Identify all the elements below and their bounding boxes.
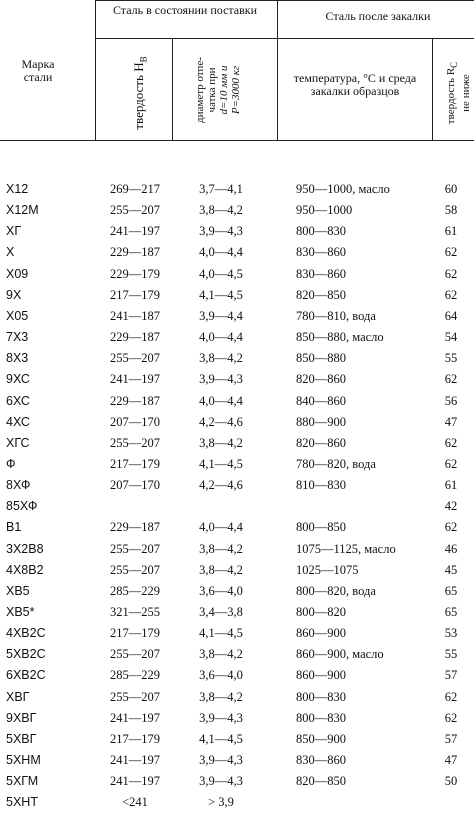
- quench-temp-value: 820—860: [296, 372, 346, 387]
- hardness-hb-value: 229—187: [110, 520, 160, 535]
- table-row: [0, 391, 474, 412]
- hardness-rc-value: 50: [444, 774, 458, 789]
- table-row: [0, 644, 474, 665]
- header-hardness-hb-sub: B: [138, 56, 149, 63]
- hardness-hb-value: 207—170: [110, 478, 160, 493]
- diameter-value: > 3,9: [208, 795, 234, 810]
- quench-temp-value: 820—850: [296, 774, 346, 789]
- table-row: [0, 771, 474, 792]
- diameter-value: 4,0—4,4: [199, 393, 243, 408]
- group-underline-quenched: [278, 38, 474, 39]
- header-grade-label: Марка стали: [21, 57, 55, 84]
- diameter-value: 3,8—4,2: [199, 647, 243, 662]
- hardness-hb-value: 241—197: [110, 224, 160, 239]
- sub-divider-delivered: [172, 39, 173, 140]
- header-delivered-group: Сталь в состоянии поставки: [112, 3, 258, 17]
- hardness-rc-value: 53: [444, 626, 458, 641]
- quench-temp-value: 820—850: [296, 287, 346, 302]
- hardness-rc-value: 62: [444, 520, 458, 535]
- diameter-value: 3,9—4,3: [199, 753, 243, 768]
- table-row: [0, 412, 474, 433]
- steel-grade: 5ХВ2С: [6, 647, 46, 662]
- table-row: [0, 200, 474, 221]
- hardness-hb-value: 229—187: [110, 330, 160, 345]
- header-bottom-rule: [0, 140, 474, 141]
- diameter-value: 4,0—4,4: [199, 245, 243, 260]
- column-divider-1: [95, 0, 96, 140]
- table-row: [0, 348, 474, 369]
- quench-temp-value: 860—900: [296, 626, 346, 641]
- quench-temp-value: 830—860: [296, 266, 346, 281]
- hardness-hb-value: 255—207: [110, 647, 160, 662]
- hardness-hb-value: 217—179: [110, 287, 160, 302]
- table-row: [0, 242, 474, 263]
- hardness-rc-value: 62: [444, 689, 458, 704]
- hardness-rc-value: 65: [444, 583, 458, 598]
- diameter-value: 3,7—4,1: [199, 182, 243, 196]
- hardness-rc-value: 62: [444, 372, 458, 387]
- header-hardness-rc-sub: C: [449, 61, 460, 68]
- steel-grade: 8ХФ: [6, 478, 31, 493]
- steel-grade: 6ХВ2С: [6, 668, 46, 683]
- header-hardness-rc-line2: не ниже: [460, 74, 473, 112]
- table-row: [0, 665, 474, 686]
- diameter-value: 3,8—4,2: [199, 435, 243, 450]
- hardness-hb-value: 255—207: [110, 562, 160, 577]
- diameter-value: 4,2—4,6: [199, 414, 243, 429]
- hardness-rc-value: 47: [444, 414, 458, 429]
- header-diameter: [194, 40, 246, 140]
- quench-temp-value: 850—900: [296, 731, 346, 746]
- hardness-rc-value: 58: [444, 203, 458, 218]
- column-divider-2: [277, 0, 278, 140]
- steel-grade: Х12М: [6, 203, 39, 218]
- table-row: [0, 602, 474, 623]
- hardness-rc-value: 62: [444, 456, 458, 471]
- diameter-value: 3,6—4,0: [199, 583, 243, 598]
- hardness-hb-value: 255—207: [110, 351, 160, 366]
- quench-temp-value: 820—860: [296, 435, 346, 450]
- header-hardness-hb-label: твердость H: [131, 62, 146, 130]
- header-hardness-rc-label: твердость R: [445, 67, 457, 125]
- header-diameter-line2: чатка при: [206, 67, 218, 113]
- hardness-hb-value: 321—255: [110, 605, 160, 619]
- hardness-rc-value: 57: [444, 731, 458, 746]
- quench-temp-value: 950—1000: [296, 203, 353, 218]
- table-row: [0, 433, 474, 454]
- group-underline-delivered: [96, 38, 277, 39]
- table-row: [0, 623, 474, 644]
- quench-temp-value: 780—820, вода: [296, 456, 376, 471]
- steel-grade: 3Х2В8: [6, 541, 44, 556]
- steel-grade: ХВ5: [6, 583, 30, 598]
- diameter-value: 3,9—4,4: [199, 308, 243, 323]
- diameter-value: 3,9—4,3: [199, 224, 243, 239]
- table-row: [0, 221, 474, 242]
- hardness-hb-value: 255—207: [110, 435, 160, 450]
- quench-temp-value: 850—880: [296, 351, 346, 366]
- quench-temp-value: 800—820, вода: [296, 583, 376, 598]
- hardness-rc-value: 62: [444, 245, 458, 260]
- quench-temp-value: 840—860: [296, 393, 346, 408]
- steel-grade: 4ХВ2С: [6, 626, 46, 641]
- hardness-rc-value: 55: [444, 647, 458, 662]
- hardness-rc-value: 54: [444, 330, 458, 345]
- table-row: [0, 327, 474, 348]
- hardness-rc-value: 64: [444, 308, 458, 323]
- header-diameter-line4: P=3000 кг: [230, 65, 242, 115]
- quench-temp-value: 800—830: [296, 689, 346, 704]
- diameter-value: 4,1—4,5: [199, 626, 243, 641]
- diameter-value: 3,8—4,2: [199, 562, 243, 577]
- steel-grade: ХГ: [6, 224, 22, 239]
- table-row: [0, 708, 474, 729]
- diameter-value: 4,0—4,4: [199, 330, 243, 345]
- diameter-value: 4,0—4,4: [199, 520, 243, 535]
- steel-grade: 5ХГМ: [6, 774, 39, 789]
- hardness-hb-value: 241—197: [110, 710, 160, 725]
- hardness-rc-value: 61: [444, 224, 458, 239]
- hardness-rc-value: 60: [444, 182, 458, 196]
- header-diameter-line3: d=10 мм и: [218, 65, 230, 115]
- hardness-hb-value: 241—197: [110, 774, 160, 789]
- hardness-hb-value: 269—217: [110, 182, 160, 196]
- hardness-hb-value: 217—179: [110, 731, 160, 746]
- hardness-hb-value: 207—170: [110, 414, 160, 429]
- hardness-rc-value: 45: [444, 562, 458, 577]
- table-row: [0, 539, 474, 560]
- steel-grade: ХГС: [6, 435, 30, 450]
- header-hardness-rc: [445, 48, 474, 138]
- header-hardness-hb: [129, 48, 149, 138]
- quench-temp-value: 860—900: [296, 668, 346, 683]
- table-row: [0, 517, 474, 538]
- hardness-hb-value: 255—207: [110, 203, 160, 218]
- header-temperature-label: температура, °С и среда закалки образцов: [293, 71, 417, 98]
- hardness-rc-value: 62: [444, 435, 458, 450]
- steel-grade: 4ХС: [6, 414, 30, 429]
- hardness-hb-value: 255—207: [110, 689, 160, 704]
- header-top-rule: [96, 0, 474, 1]
- table-row: [0, 454, 474, 475]
- diameter-value: 3,9—4,3: [199, 774, 243, 789]
- diameter-value: 3,8—4,2: [199, 351, 243, 366]
- table-row: [0, 306, 474, 327]
- hardness-rc-value: 62: [444, 710, 458, 725]
- quench-temp-value: 780—810, вода: [296, 308, 376, 323]
- hardness-rc-value: 46: [444, 541, 458, 556]
- steel-grade: 7Х3: [6, 330, 29, 345]
- quench-temp-value: 860—900, масло: [296, 647, 384, 662]
- hardness-hb-value: 285—229: [110, 583, 160, 598]
- hardness-hb-value: <241: [122, 795, 148, 810]
- header-quenched-group: Сталь после закалки: [325, 9, 431, 23]
- steel-grade: Х: [6, 245, 15, 260]
- table-row: [0, 581, 474, 602]
- steel-grade: ХВ5*: [6, 605, 35, 619]
- diameter-value: 4,1—4,5: [199, 456, 243, 471]
- steel-grade: 85ХФ: [6, 499, 38, 514]
- hardness-rc-value: 56: [444, 393, 458, 408]
- quench-temp-value: 1025—1075: [296, 562, 359, 577]
- table-row: [0, 560, 474, 581]
- diameter-value: 4,0—4,5: [199, 266, 243, 281]
- hardness-hb-value: 229—187: [110, 393, 160, 408]
- quench-temp-value: 830—860: [296, 245, 346, 260]
- quench-temp-value: 800—820: [296, 605, 346, 619]
- table-row: [0, 369, 474, 390]
- hardness-rc-value: 57: [444, 668, 458, 683]
- steel-grade: Х12: [6, 182, 29, 196]
- diameter-value: 4,2—4,6: [199, 478, 243, 493]
- hardness-hb-value: 255—207: [110, 541, 160, 556]
- diameter-value: 3,9—4,3: [199, 710, 243, 725]
- quench-temp-value: 830—860: [296, 753, 346, 768]
- steel-grade: 9Х: [6, 287, 22, 302]
- diameter-value: 3,6—4,0: [199, 668, 243, 683]
- table-row: [0, 179, 474, 200]
- hardness-rc-value: 62: [444, 287, 458, 302]
- steel-grade: 4Х8В2: [6, 562, 44, 577]
- hardness-rc-value: 47: [444, 753, 458, 768]
- hardness-hb-value: 241—197: [110, 372, 160, 387]
- table-row: [0, 264, 474, 285]
- table-row: [0, 687, 474, 708]
- hardness-rc-value: 61: [444, 478, 458, 493]
- hardness-rc-value: 62: [444, 266, 458, 281]
- table-row: [0, 475, 474, 496]
- hardness-hb-value: 285—229: [110, 668, 160, 683]
- hardness-hb-value: 217—179: [110, 456, 160, 471]
- diameter-value: 3,8—4,2: [199, 541, 243, 556]
- diameter-value: 3,8—4,2: [199, 689, 243, 704]
- steel-grade: 5ХВГ: [6, 731, 37, 746]
- quench-temp-value: 800—850: [296, 520, 346, 535]
- hardness-rc-value: 65: [444, 605, 458, 619]
- steel-grade: Ф: [6, 456, 16, 471]
- quench-temp-value: 810—830: [296, 478, 346, 493]
- steel-grade: Х05: [6, 308, 29, 323]
- hardness-rc-value: 55: [444, 351, 458, 366]
- steel-grade: 8Х3: [6, 351, 29, 366]
- quench-temp-value: 880—900: [296, 414, 346, 429]
- table-row: [0, 496, 474, 517]
- hardness-hb-value: 229—179: [110, 266, 160, 281]
- diameter-value: 3,4—3,8: [199, 605, 243, 619]
- steel-grade: ХВГ: [6, 689, 30, 704]
- steel-grade: 9ХВГ: [6, 710, 37, 725]
- header-diameter-line1: диаметр отпе-: [194, 57, 206, 123]
- diameter-value: 4,1—4,5: [199, 287, 243, 302]
- steel-grade: 5ХНМ: [6, 753, 41, 768]
- hardness-hb-value: 241—197: [110, 753, 160, 768]
- steel-grade: В1: [6, 520, 22, 535]
- hardness-rc-value: 42: [444, 499, 458, 514]
- quench-temp-value: 800—830: [296, 710, 346, 725]
- table-row: [0, 750, 474, 771]
- steel-grade: Х09: [6, 266, 29, 281]
- table-row: [0, 729, 474, 750]
- hardness-hb-value: 229—187: [110, 245, 160, 260]
- diameter-value: 3,8—4,2: [199, 203, 243, 218]
- hardness-hb-value: 241—187: [110, 308, 160, 323]
- quench-temp-value: 850—880, масло: [296, 330, 384, 345]
- table-row: [0, 285, 474, 306]
- quench-temp-value: 1075—1125, масло: [296, 541, 396, 556]
- sub-divider-quenched: [432, 39, 433, 140]
- steel-grade: 9ХС: [6, 372, 30, 387]
- quench-temp-value: 800—830: [296, 224, 346, 239]
- diameter-value: 4,1—4,5: [199, 731, 243, 746]
- hardness-hb-value: 217—179: [110, 626, 160, 641]
- table-row: [0, 792, 474, 813]
- diameter-value: 3,9—4,3: [199, 372, 243, 387]
- steel-grade: 5ХНТ: [6, 795, 38, 810]
- quench-temp-value: 950—1000, масло: [296, 182, 390, 196]
- steel-grade: 6ХС: [6, 393, 30, 408]
